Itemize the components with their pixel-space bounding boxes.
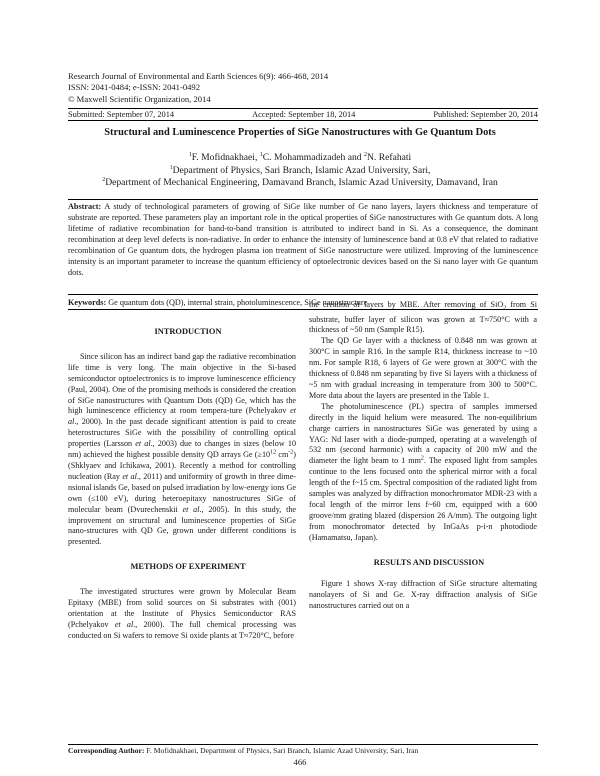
corresponding-label: Corresponding Author: xyxy=(68,746,145,755)
journal-citation: Research Journal of Environmental and Earth Sciences 6(9): 466-468, 2014 xyxy=(68,71,329,81)
journal-issn: ISSN: 2041-0484; e-ISSN: 2041-0492 xyxy=(68,82,201,93)
dates-bar xyxy=(68,108,538,121)
results-paragraph: Figure 1 shows X-ray diffraction of SiGe structure alternating nanolayers of Si and Ge. X-ray diffraction analysis of SiGe nanostructures carried out on a xyxy=(309,579,537,611)
introduction-paragraph: Since silicon has an indirect band gap the radiative recombination life time is very long. The main objective in the Si-based semiconductor optoelectronics is to improve luminescence efficiency (Paul, 2004). One of the promising methods is considered the creation of SiGe nanostructures with Quantum Dots (QD) Ge, which has the high luminescence efficiency at room tempera-ture (Pchelyakov et al., 2000). In the past decade significant attention is paid to create heterostructures SiGe with the possibility of controlling optical properties (Larsson et al., 2003) due to changes in sizes (below 10 nm) achieved the highest possible density QD arrays Ge ($\ge 10^{12}$ $cm^{-2}$) (Shklyaev and Ichikawa, 2001). Recently a method for controlling nucleation (Ray et al., 2011) and uniformity of growth in three dime-nsional islands Ge, based on pulsed irradiation by low-energy ions Ge own (≤100 eV), during heteroepitaxy nanostructures SiGe of molecular beam (Dvurechenskii et al., 2005). In this study, the improvement on structural and luminescence properties of SiGe nano-structures with QD Ge, grown under different conditions is presented. xyxy=(68,351,297,547)
keywords-label: Keywords: xyxy=(68,298,107,307)
journal-header xyxy=(68,71,538,105)
right-paragraph-2: The QD Ge layer with a thickness of 0.848 nm was grown at 300°C in sample R16. In the sample R14, thickness increase to ~10 nm. For sample R18, 6 layers of Ge were grown at 300°C with the thickness of 0.848 nm separating by five Si layers with a thickness of ~5 nm with gradual increasing in temperature from 300 to 500°C. More data about the layers are presented in the Table 1. xyxy=(309,336,537,400)
published-date: Published: September 20, 2014 xyxy=(433,110,538,119)
author-names: $^1$F. Mofidnakhaei, $^1$C. Mohammadizadeh and $^2$N. Refahati xyxy=(188,151,412,163)
submitted-date: Submitted: September 07, 2014 xyxy=(68,110,175,119)
left-column xyxy=(68,327,296,642)
affiliation-2: $^2$Department of Mechanical Engineering, Damavand Branch, Islamic Azad University, Damavand, Iran xyxy=(102,177,498,189)
abstract-label: Abstract: xyxy=(68,202,102,211)
page-number: 466 xyxy=(293,757,307,767)
keywords-text: Ge quantum dots (QD), internal strain, photoluminescence, SiGe nanostructure xyxy=(108,298,368,307)
author-block xyxy=(60,152,540,190)
affiliation-1: $^1$Department of Physics, Sari Branch, Islamic Azad University, Sari, xyxy=(169,164,431,176)
journal-copyright: © Maxwell Scientific Organization, 2014 xyxy=(68,93,211,104)
corresponding-author-footer xyxy=(68,744,538,756)
methods-paragraph: The investigated structures were grown by Molecular Beam Epitaxy (MBE) from solid sources on Si substrates with (001) orientation at the Institute of Physics Semiconductor RAS (Pchelyakov et al., 2000). The full chemical processing was conducted on Si wafers to remove Si oxide plants at T≈720°C, before xyxy=(68,587,296,640)
results-heading: RESULTS AND DISCUSSION xyxy=(373,557,485,567)
corresponding-text: F. Mofidnakhaei, Department of Physics, Sari Branch, Islamic Azad University, Sari, Iran xyxy=(144,746,419,755)
right-column xyxy=(309,300,537,612)
methods-heading: METHODS OF EXPERIMENT xyxy=(130,562,246,572)
paper-title: Structural and Luminescence Properties of SiGe Nanostructures with Ge Quantum Dots xyxy=(104,127,496,138)
accepted-date: Accepted: September 18, 2014 xyxy=(252,110,356,119)
right-paragraph-3: The photoluminescence (PL) spectra of samples immersed directly in the liquid helium were measured. The non-equilibrium charge carriers in nanostructures SiGe was generated by using a YAG: Nd laser with a diode-pumped, operating at a wavelength of 532 nm (second harmonic) with a capacity of 200 mW and the diameter the light beam to 1 $mm^2$. The exposed light from samples continue to the lens focused onto the spherical mirror with a focal length of the f~15 cm. Spectral composition of the radiated light from samples was analyzed by diffraction monochromator MDR-23 with a focal length of the mirror lens f~60 cm, equipped with a 600 groove/mm grating blazed (dispersion 26 A/mm). The outgoing light from monochromator detected by InGaAs p-i-n photodiode (Hamamatsu, Japan). xyxy=(309,401,537,542)
abstract xyxy=(68,199,538,279)
introduction-heading: INTRODUCTION xyxy=(154,327,222,336)
right-paragraph-1: the creation of layers by MBE. After removing of SiO$_2$ from Si substrate, buffer layer of silicon was grown at T≈750°C with a thickness of ~50 nm (Sample R15). xyxy=(309,300,537,335)
abstract-text: A study of technological parameters of growing of SiGe like number of Ge nano layers, layers thickness and temperature of substrate are reported. These parameters play an important role in the optical properties of SiGe nanostructures with Ge quantum dots. A long lifetime of radiative recombination for band-to-band transition is attributed to indirect band in Si. As a consequence, the dominant recombination at deep level defects is non-radiative. In order to enhance the intensity of luminescence band at 0.8 eV that related to radiative recombination of Ge quantum dots, the hydrogen plasma ion treatment of SiGe nanostructure were utilized. Improving of the luminescence intensity is an important parameter to increase the quantum efficiency of optoelectronic devices based on the Si nano layer with Ge quantum dots. xyxy=(68,202,538,277)
